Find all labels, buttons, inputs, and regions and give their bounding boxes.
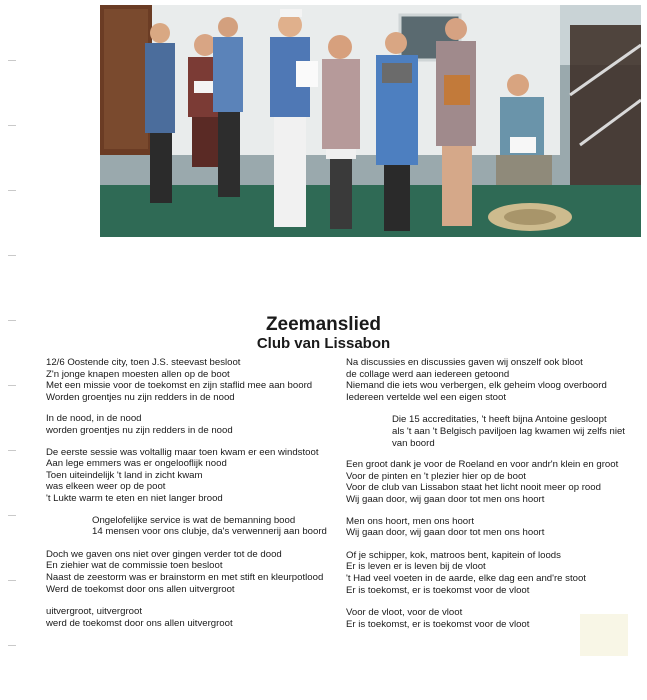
lyric-line: Die 15 accreditaties, 't heeft bijna Antoine gesloopt	[392, 414, 607, 426]
lyric-line: In de nood, in de nood	[46, 413, 142, 425]
lyric-line: Er is toekomst, er is toekomst voor de vloot	[346, 618, 530, 630]
margin-mark	[8, 385, 16, 386]
lyric-line: Iedereen vertelde wel een eigen stoot	[346, 391, 507, 403]
chorus	[46, 606, 346, 629]
lyric-line: Toen uiteindelĳk 't land in zicht kwam	[46, 469, 203, 481]
lyric-line: Voor de club van Lissabon staat het licht nooit meer op rood	[346, 482, 601, 494]
lyric-line: werd de toekomst door ons allen uitvergroot	[46, 617, 233, 629]
lyric-line: De eerste sessie was voltallig maar toen kwam er een windstoot	[46, 446, 319, 458]
lyric-line: als 't aan 't Belgisch paviljoen lag kwamen wij zelfs niet	[392, 425, 625, 437]
margin-mark	[8, 60, 16, 61]
lyric-line: Er is toekomst, er is toekomst voor de vloot	[346, 584, 530, 596]
lyric-line: Er is leven er is leven bij de vloot	[346, 561, 486, 573]
lyric-line: En ziehier wat de commissie toen besloot	[46, 560, 223, 572]
lyric-line: Werd de toekomst door ons allen uitvergroot	[46, 583, 235, 595]
margin-mark	[8, 450, 16, 451]
lyrics-column-left	[46, 357, 346, 629]
lyric-line: 't Lukte warm te eten en niet langer brood	[46, 492, 223, 504]
lyric-line: Of je schipper, kok, matroos bent, kapitein of loods	[346, 549, 561, 561]
lyric-line: 't Had veel voeten in de aarde, elke dag een and're stoot	[346, 572, 586, 584]
chorus	[46, 413, 346, 436]
lyric-line: 12/6 Oostende city, toen J.S. steevast besloot	[46, 357, 241, 368]
lyric-line: Wij gaan door, wij gaan door tot men ons hoort	[346, 527, 545, 539]
verse	[346, 357, 646, 403]
lyric-line: Voor de vloot, voor de vloot	[346, 607, 463, 619]
lyric-line: Voor de pinten en 't plezier hier op de boot	[346, 470, 526, 482]
lyric-line: worden groentjes nu zijn redders in de nood	[46, 424, 233, 436]
lyric-line: Worden groentjes nu zijn redders in de nood	[46, 391, 235, 403]
song-title: Zeemanslied	[265, 314, 382, 335]
sticky-note-mark	[580, 614, 628, 656]
lyric-line: 14 mensen voor ons clubje, da's verwennerij aan boord	[92, 526, 327, 538]
song-subtitle: Club van Lissabon	[256, 335, 391, 352]
verse	[46, 447, 346, 505]
verse	[46, 357, 346, 403]
margin-mark	[8, 255, 16, 256]
verse	[346, 550, 646, 596]
lyric-line: Men ons hoort, men ons hoort	[346, 515, 474, 527]
margin-mark	[8, 125, 16, 126]
lyric-line: Ongelofelĳke service is wat de bemanning bood	[92, 514, 296, 526]
lyrics-column-right	[346, 357, 646, 630]
group-photo-image	[100, 5, 641, 237]
verse	[346, 459, 646, 505]
lyric-line: Niemand die iets wou verbergen, elk geheim vloog overboord	[346, 380, 607, 392]
lyric-line: Doch we gaven ons niet over gingen verder tot de dood	[46, 548, 282, 560]
chorus	[346, 516, 646, 539]
lyric-line: Na discussies en discussies gaven wij onszelf ook bloot	[346, 357, 583, 368]
lyric-line: Z'n jonge knapen moesten allen op de boot	[46, 368, 230, 380]
lyric-line: Met een missie voor de toekomst en zijn staflid mee aan boord	[46, 380, 313, 392]
margin-mark	[8, 190, 16, 191]
bridge	[346, 414, 646, 449]
lyric-line: uitvergroot, uitvergroot	[46, 606, 142, 618]
verse	[46, 549, 346, 595]
lyric-line: Wij gaan door, wij gaan door tot men ons hoort	[346, 493, 545, 505]
lyric-line: van boord	[392, 437, 435, 449]
lyric-line: Naast de zeestorm was er brainstorm en met stift en kleurpotlood	[46, 571, 324, 583]
group-photo	[100, 5, 641, 237]
lyric-line: was elkeen weer op de poot	[46, 481, 166, 493]
margin-mark	[8, 645, 16, 646]
bridge	[46, 515, 346, 538]
lyric-line: Aan lege emmers was er ongelooflĳk nood	[46, 458, 227, 470]
lyric-line: Een groot dank je voor de Roeland en voor andr'n klein en groot	[346, 459, 619, 471]
margin-mark	[8, 515, 16, 516]
lyric-line: de collage werd aan iedereen getoond	[346, 368, 510, 380]
margin-mark	[8, 580, 16, 581]
